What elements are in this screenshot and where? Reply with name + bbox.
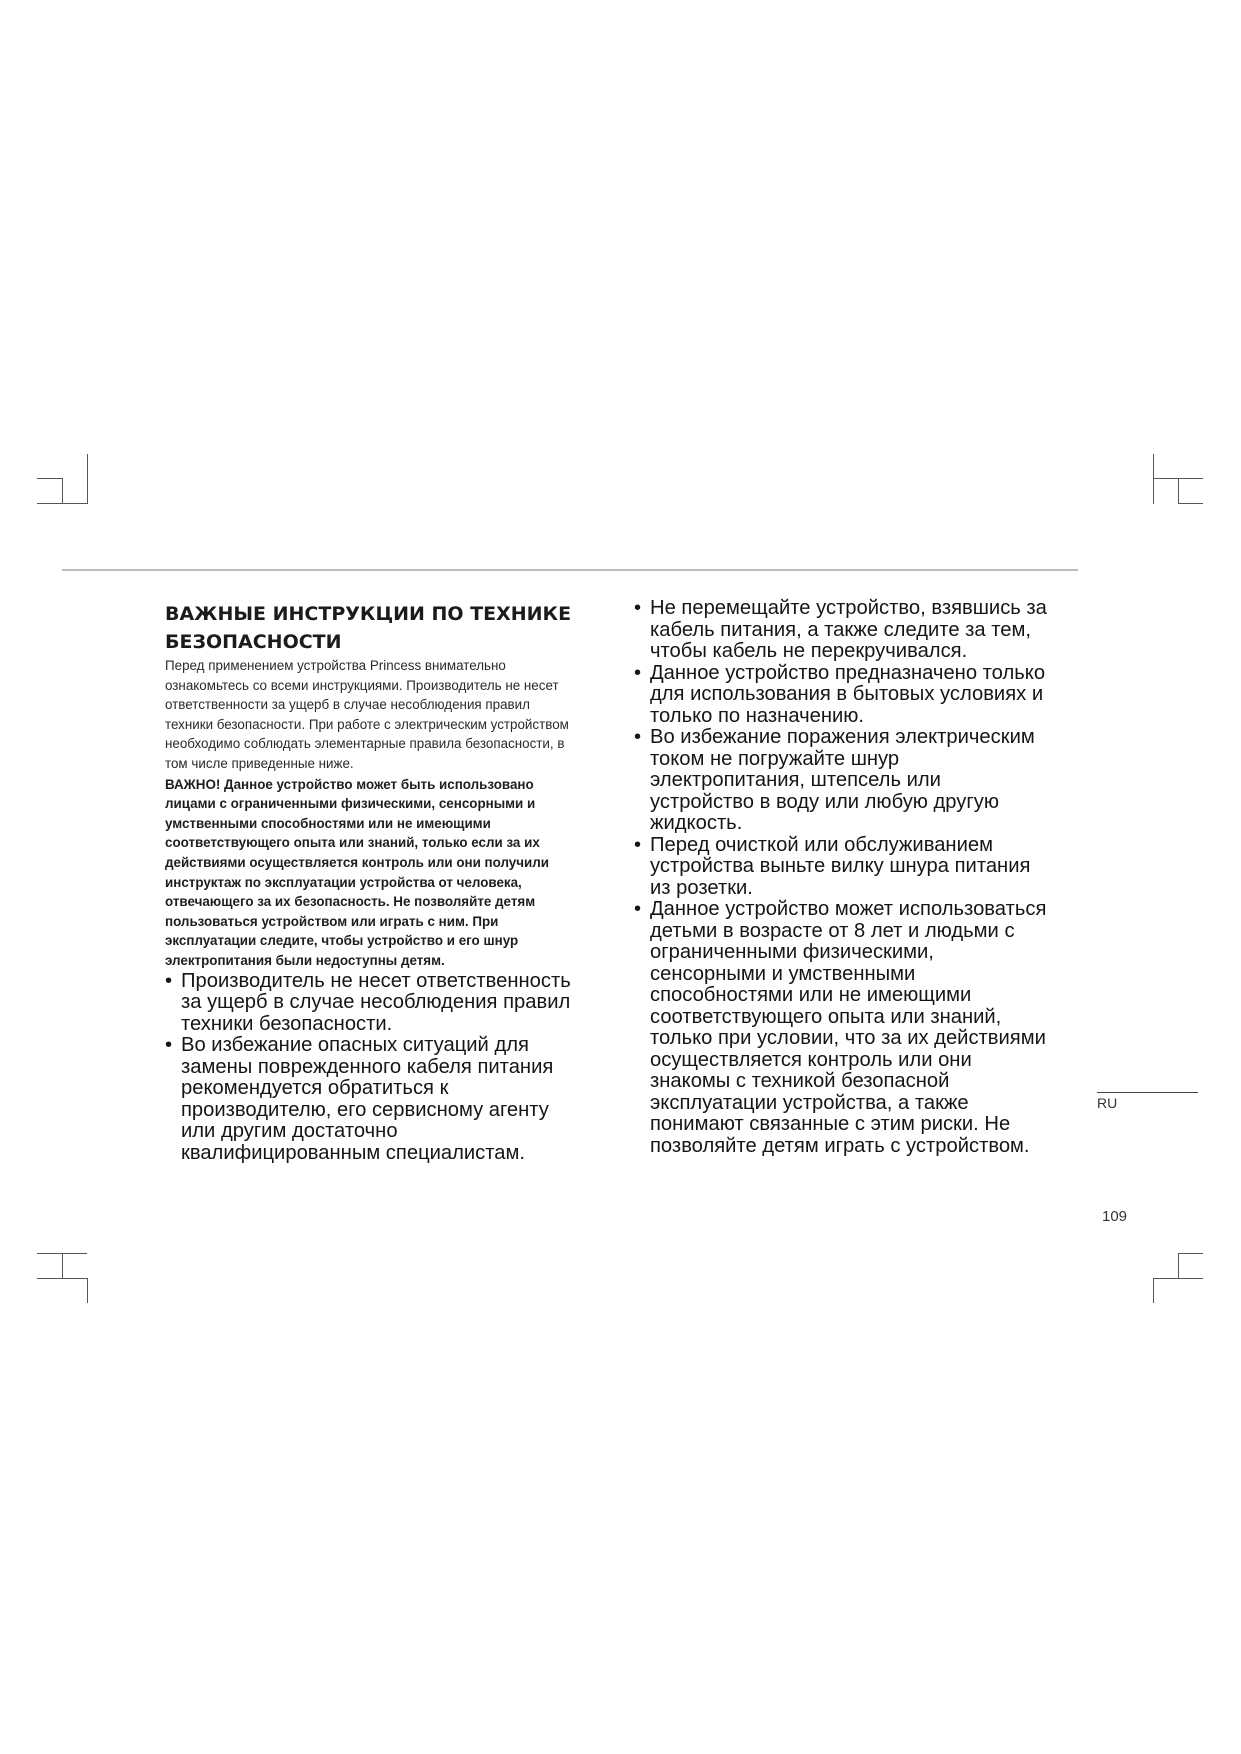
crop-mark-bottom-right-h — [1178, 1253, 1203, 1254]
list-item-line: замены поврежденного кабеля питания — [181, 1055, 554, 1078]
warning-line: действиями осуществляется контроль или они получили — [165, 854, 549, 870]
list-item-line: детьми в возрасте от 8 лет и людьми с — [650, 919, 1015, 942]
list-item — [634, 598, 1084, 663]
list-item — [165, 1035, 610, 1164]
intro-line: ответственности за ущерб в случае несоблюдения правил — [165, 697, 530, 713]
list-item-line: рекомендуется обратиться к — [181, 1077, 449, 1099]
list-item-line: квалифицированным специалистам. — [181, 1141, 526, 1164]
list-item-line: знакомы с техникой безопасной — [650, 1070, 950, 1092]
list-item-line: чтобы кабель не перекручивался. — [650, 640, 968, 662]
list-item-line: Данное устройство предназначено только — [650, 661, 1046, 684]
crop-mark-bottom-left-h3 — [62, 1278, 88, 1279]
page-number: 109 — [1102, 1208, 1128, 1225]
list-item — [634, 663, 1084, 728]
safety-bullet-list — [634, 598, 1084, 1157]
list-item-line: техники безопасности. — [181, 1012, 393, 1035]
crop-mark-bottom-left-v — [62, 1253, 63, 1278]
warning-line: эксплуатации следите, чтобы устройство и его шнур — [165, 933, 519, 949]
list-item-line: электропитания, штепсель или — [650, 769, 941, 791]
list-item-line: жидкость. — [650, 812, 743, 834]
warning-line: ВАЖНО! Данное устройство может быть использовано — [165, 776, 534, 792]
heading-line: ВАЖНЫЕ ИНСТРУКЦИИ ПО ТЕХНИКЕ — [165, 603, 572, 625]
list-item-line: за ущерб в случае несоблюдения правил — [181, 991, 571, 1013]
list-item — [165, 971, 610, 1036]
section-heading — [165, 600, 610, 656]
warning-line: лицами с ограниченными физическими, сенсорными и — [165, 796, 536, 812]
left-column — [165, 600, 610, 1164]
header-rule — [62, 569, 1078, 571]
intro-line: ознакомьтесь со всеми инструкциями. Производитель не несет — [165, 677, 559, 693]
list-item-line: кабель питания, а также следите за тем, — [650, 618, 1031, 641]
crop-mark-top-right-v2 — [1178, 478, 1179, 504]
list-item-line: или другим достаточно — [181, 1120, 398, 1142]
crop-mark-bottom-left-v2 — [87, 1278, 88, 1303]
list-item — [634, 899, 1084, 1157]
list-item-line: Во избежание опасных ситуаций для — [181, 1034, 529, 1056]
warning-line: отвечающего за их безопасность. Не позволяйте детям — [165, 894, 536, 910]
list-item — [634, 727, 1084, 835]
list-item-line: способностями или не имеющими — [650, 984, 972, 1006]
list-item-line: производителю, его сервисному агенту — [181, 1098, 549, 1121]
crop-mark-bottom-left-h2 — [37, 1278, 63, 1279]
list-item-line: из розетки. — [650, 876, 753, 899]
crop-mark-top-right-h2 — [1178, 503, 1203, 504]
warning-line: пользоваться устройством или играть с ним. При — [165, 913, 499, 929]
warning-line: инструктаж по эксплуатации устройства от человека, — [165, 874, 522, 890]
list-item-line: Производитель не несет ответственность — [181, 969, 571, 992]
list-item-line: ограниченными физическими, — [650, 941, 934, 963]
list-item-line: только при условии, что за их действиями — [650, 1027, 1046, 1049]
crop-mark-top-left-v3 — [62, 478, 63, 504]
list-item — [634, 835, 1084, 900]
language-tab-rule — [1097, 1092, 1198, 1093]
intro-line: техники безопасности. При работе с электрическим устройством — [165, 716, 569, 732]
list-item-line: устройство в воду или любую другую — [650, 790, 1000, 813]
safety-bullet-list — [165, 971, 610, 1165]
intro-line: необходимо соблюдать элементарные правила безопасности, в — [165, 736, 565, 752]
crop-mark-top-right-v — [1153, 454, 1154, 504]
warning-paragraph — [165, 775, 610, 971]
crop-mark-top-left-v — [87, 454, 88, 504]
list-item-line: соответствующего опыта или знаний, — [650, 1005, 1002, 1028]
warning-line: соответствующего опыта или знаний, только если за их — [165, 835, 540, 851]
list-item-line: эксплуатации устройства, а также — [650, 1091, 969, 1114]
intro-paragraph — [165, 656, 610, 774]
crop-mark-top-left-h2 — [37, 478, 62, 479]
warning-line: умственными способностями или не имеющими — [165, 815, 491, 831]
warning-line: электропитания были недоступны детям. — [165, 952, 445, 968]
list-item-line: сенсорными и умственными — [650, 962, 916, 985]
list-item-line: осуществляется контроль или они — [650, 1048, 972, 1071]
list-item-line: Во избежание поражения электрическим — [650, 726, 1035, 748]
list-item-line: для использования в бытовых условиях и — [650, 683, 1044, 705]
crop-mark-bottom-right-v2 — [1153, 1278, 1154, 1303]
intro-line: Перед применением устройства Princess внимательно — [165, 658, 506, 673]
list-item-line: позволяйте детям играть с устройством. — [650, 1134, 1030, 1157]
list-item-line: устройства выньте вилку шнура питания — [650, 855, 1031, 877]
list-item-line: током не погружайте шнур — [650, 747, 900, 770]
list-item-line: Не перемещайте устройство, взявшись за — [650, 597, 1047, 619]
crop-mark-bottom-right-v — [1178, 1253, 1179, 1278]
crop-mark-bottom-right-h2 — [1153, 1278, 1203, 1279]
list-item-line: только по назначению. — [650, 704, 865, 727]
list-item-line: понимают связанные с этим риски. Не — [650, 1113, 1011, 1135]
list-item-line: Перед очисткой или обслуживанием — [650, 833, 993, 856]
list-item-line: Данное устройство может использоваться — [650, 898, 1047, 920]
language-tab: RU — [1097, 1095, 1118, 1111]
intro-line: том числе приведенные ниже. — [165, 755, 354, 771]
right-column — [634, 598, 1084, 1157]
heading-line: БЕЗОПАСНОСТИ — [165, 631, 342, 653]
